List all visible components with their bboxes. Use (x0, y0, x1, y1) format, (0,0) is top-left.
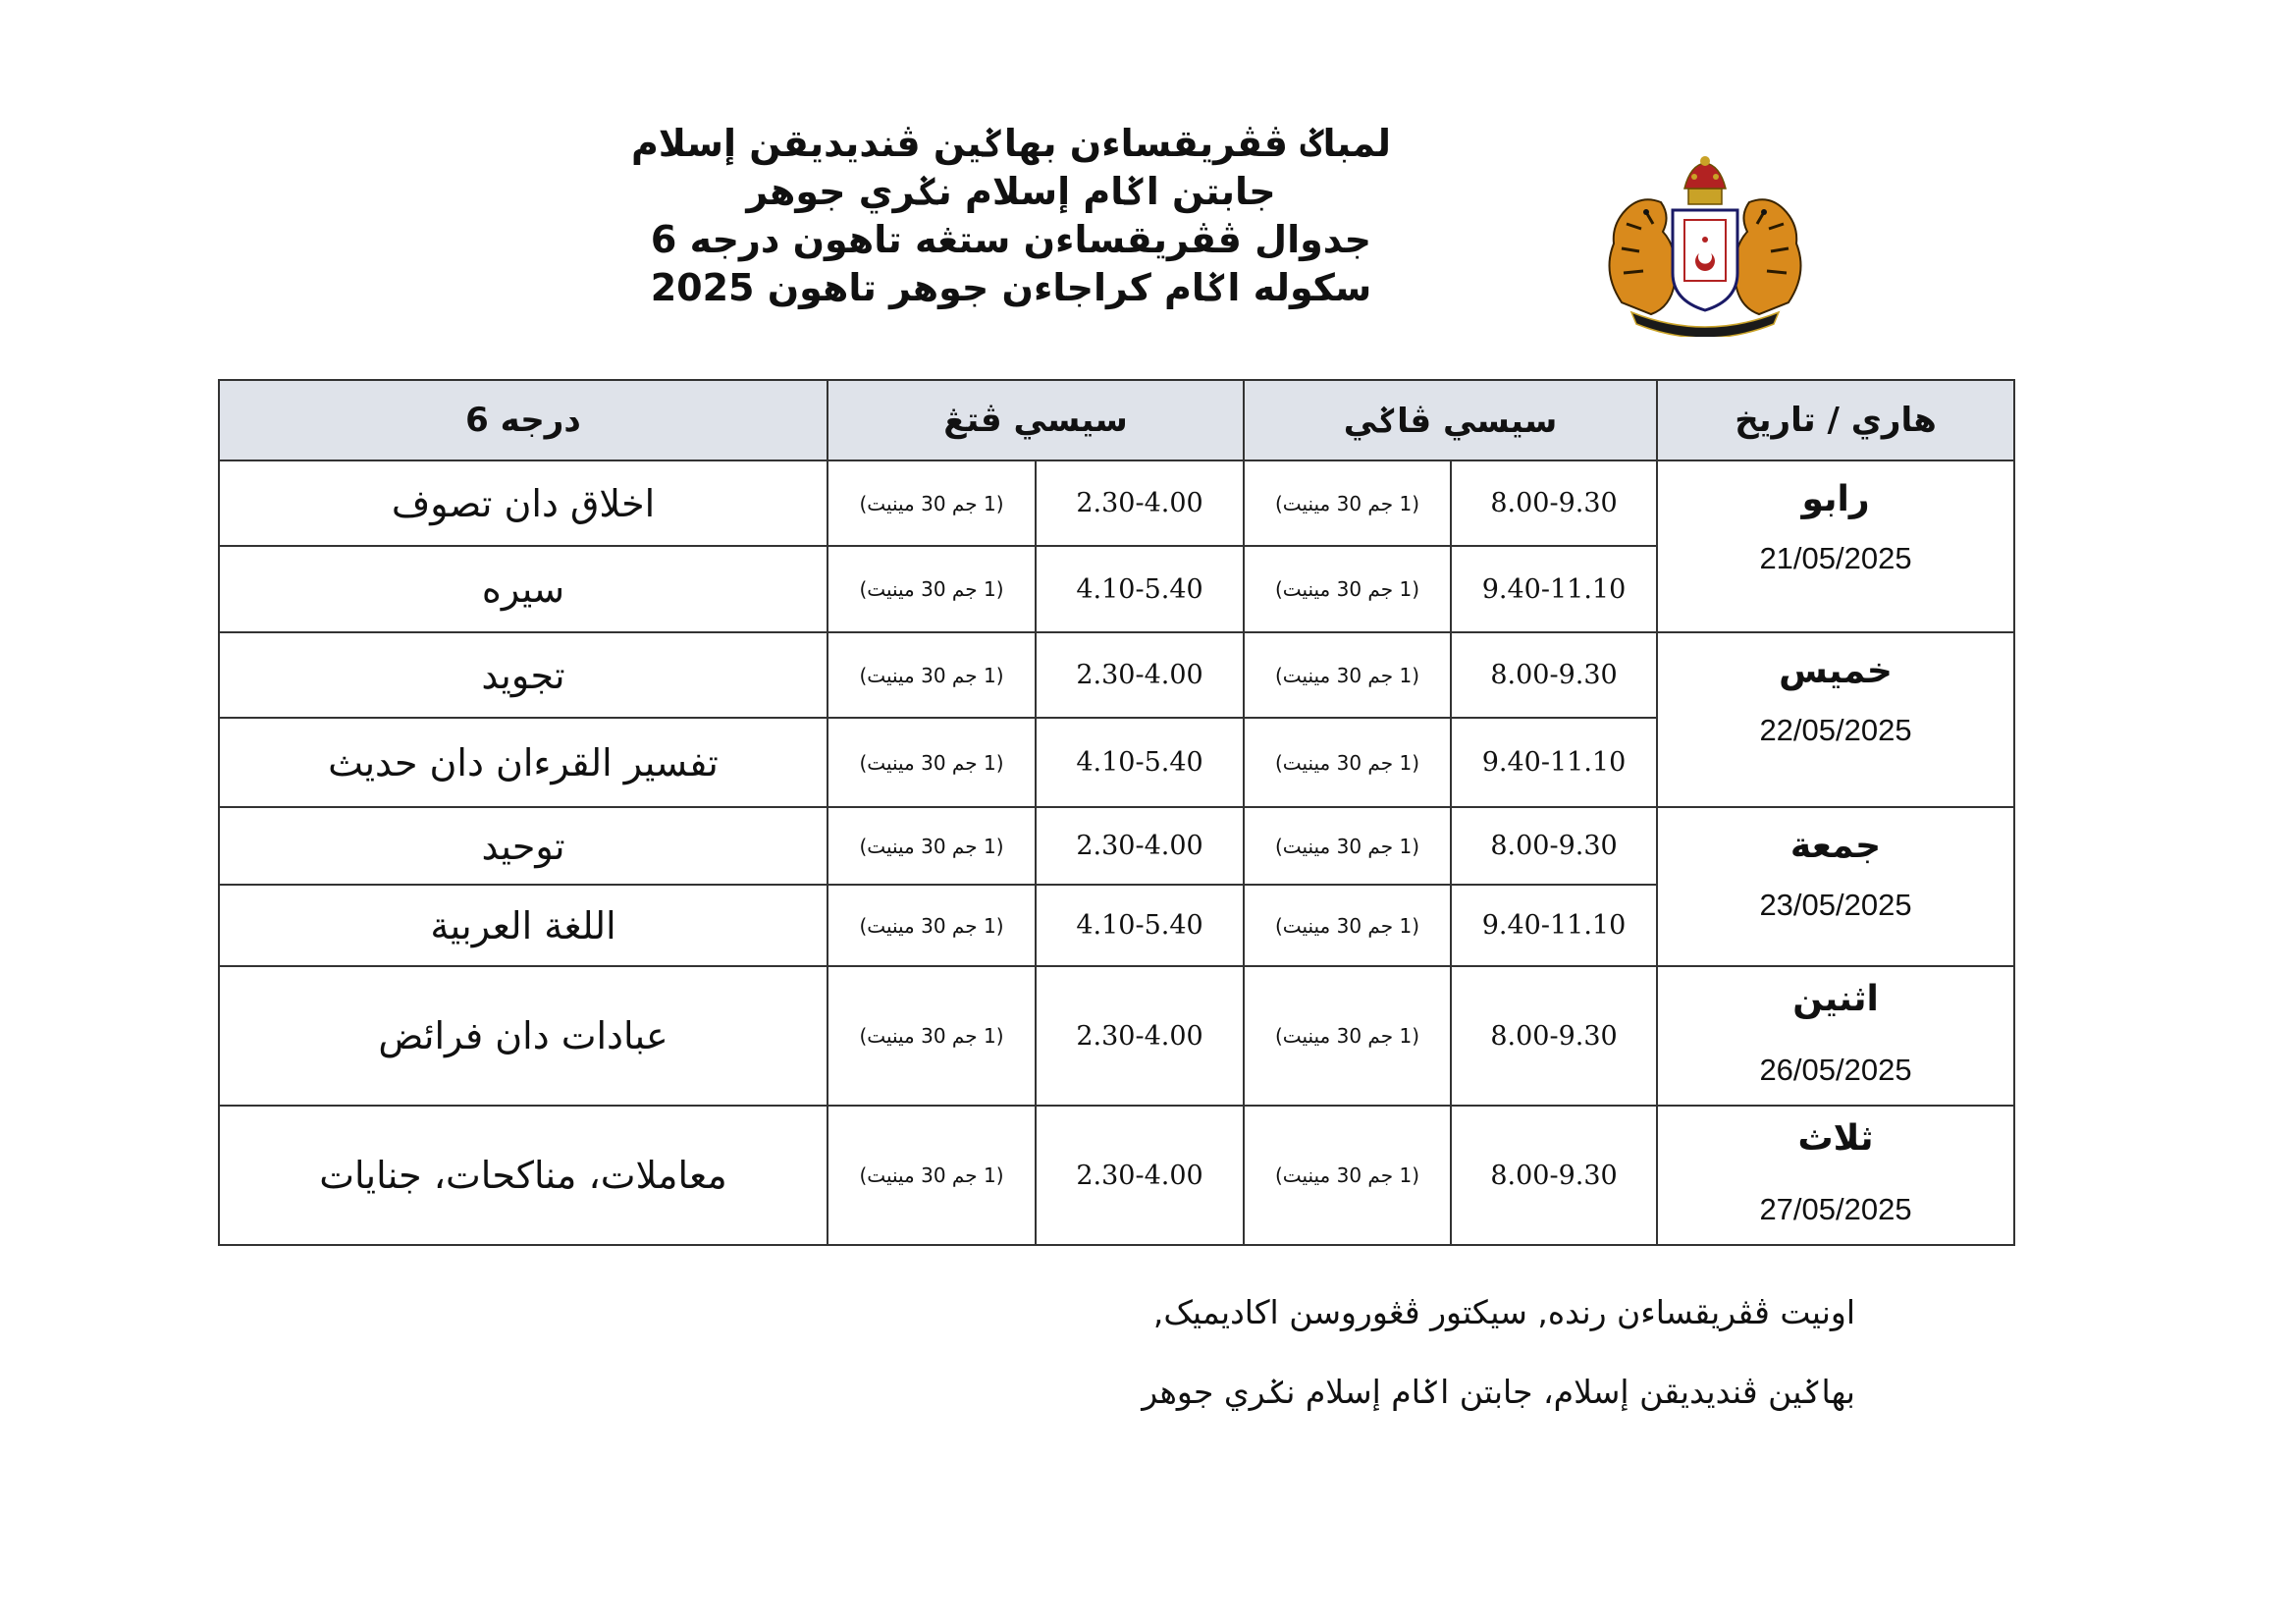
document-header (628, 120, 1394, 312)
pm-time: 2.30-4.00 (1036, 632, 1244, 718)
pm-duration: (1 جم 30 مينيت) (828, 718, 1036, 807)
day-cell (1657, 460, 2014, 632)
pm-time: 4.10-5.40 (1036, 718, 1244, 807)
header-afternoon-session: سيسي ڤتڠ (828, 380, 1244, 460)
day-date: 27/05/2025 (1759, 1192, 1912, 1226)
day-name: خميس (1779, 651, 1893, 691)
day-cell (1657, 1106, 2014, 1245)
subject: تفسير القرءان دان حديث (219, 718, 828, 807)
johor-crest-icon (1592, 155, 1818, 337)
header-day-date: هاري / تاريخ (1657, 380, 2014, 460)
am-duration: (1 جم 30 مينيت) (1244, 718, 1451, 807)
table-row (219, 807, 2014, 885)
ribbon-icon (1631, 312, 1779, 337)
table-row (219, 632, 2014, 718)
day-name: رابو (1801, 479, 1870, 519)
pm-duration: (1 جم 30 مينيت) (828, 632, 1036, 718)
header-morning-session: سيسي ڤاݢي (1244, 380, 1657, 460)
pm-duration: (1 جم 30 مينيت) (828, 460, 1036, 546)
am-duration: (1 جم 30 مينيت) (1244, 460, 1451, 546)
day-date: 21/05/2025 (1759, 541, 1912, 575)
day-cell (1657, 807, 2014, 966)
am-duration: (1 جم 30 مينيت) (1244, 632, 1451, 718)
am-time: 8.00-9.30 (1451, 1106, 1657, 1245)
table-row (219, 966, 2014, 1106)
subject: توحيد (219, 807, 828, 885)
subject: معاملات، مناكحات، جنايات (219, 1106, 828, 1245)
day-cell (1657, 966, 2014, 1106)
am-time: 9.40-11.10 (1451, 546, 1657, 632)
header-line-1: لمباݢ ڤڤريقساءن بهاݢين ڤنديديقن إسلام (630, 122, 1392, 165)
subject: عبادات دان فرائض (219, 966, 828, 1106)
pm-time: 4.10-5.40 (1036, 885, 1244, 966)
pm-duration: (1 جم 30 مينيت) (828, 966, 1036, 1106)
footer-line-1: اونيت ڤڤريقساءن رنده, سيكتور ڤڠوروسن اكاديميک, (1152, 1293, 1855, 1331)
subject: سيره (219, 546, 828, 632)
am-duration: (1 جم 30 مينيت) (1244, 966, 1451, 1106)
am-duration: (1 جم 30 مينيت) (1244, 885, 1451, 966)
pm-time: 4.10-5.40 (1036, 546, 1244, 632)
am-time: 9.40-11.10 (1451, 718, 1657, 807)
day-date: 22/05/2025 (1759, 713, 1912, 747)
day-name: ثلاث (1797, 1118, 1874, 1159)
pm-time: 2.30-4.00 (1036, 1106, 1244, 1245)
am-time: 8.00-9.30 (1451, 807, 1657, 885)
pm-duration: (1 جم 30 مينيت) (828, 807, 1036, 885)
pm-time: 2.30-4.00 (1036, 460, 1244, 546)
table-row (219, 1106, 2014, 1245)
table-header-row (219, 380, 2014, 460)
day-name: جمعة (1789, 826, 1882, 866)
exam-schedule-table (218, 379, 2015, 1246)
am-time: 8.00-9.30 (1451, 966, 1657, 1106)
pm-duration: (1 جم 30 مينيت) (828, 546, 1036, 632)
am-time: 8.00-9.30 (1451, 632, 1657, 718)
pm-duration: (1 جم 30 مينيت) (828, 1106, 1036, 1245)
pm-time: 2.30-4.00 (1036, 807, 1244, 885)
pm-duration: (1 جم 30 مينيت) (828, 885, 1036, 966)
subject: اللغة العربية (219, 885, 828, 966)
day-date: 26/05/2025 (1759, 1053, 1912, 1087)
am-duration: (1 جم 30 مينيت) (1244, 546, 1451, 632)
header-line-4: سكوله اݢام كراجاءن جوهر تاهون 2025 (650, 266, 1372, 309)
pm-time: 2.30-4.00 (1036, 966, 1244, 1106)
am-duration: (1 جم 30 مينيت) (1244, 807, 1451, 885)
footer-line-2: بهاݢين ڤنديديقن إسلام، جابتن اݢام إسلام نݢري جوهر (1142, 1373, 1855, 1411)
crown-icon (1684, 156, 1726, 204)
day-name: اثنين (1792, 979, 1879, 1019)
am-duration: (1 جم 30 مينيت) (1244, 1106, 1451, 1245)
am-time: 8.00-9.30 (1451, 460, 1657, 546)
day-cell (1657, 632, 2014, 807)
subject: تجويد (219, 632, 828, 718)
header-line-2: جابتن اݢام إسلام نݢري جوهر (746, 170, 1276, 213)
tiger-right-icon (1735, 199, 1800, 314)
day-date: 23/05/2025 (1759, 888, 1912, 922)
header-class: درجه 6 (219, 380, 828, 460)
document-footer (1021, 1272, 1855, 1432)
am-time: 9.40-11.10 (1451, 885, 1657, 966)
table-row (219, 460, 2014, 546)
header-line-3: جدوال ڤڤريقساءن ستڠه تاهون درجه 6 (650, 218, 1372, 261)
subject: اخلاق دان تصوف (219, 460, 828, 546)
shield-icon (1673, 210, 1737, 310)
tiger-left-icon (1610, 199, 1676, 314)
